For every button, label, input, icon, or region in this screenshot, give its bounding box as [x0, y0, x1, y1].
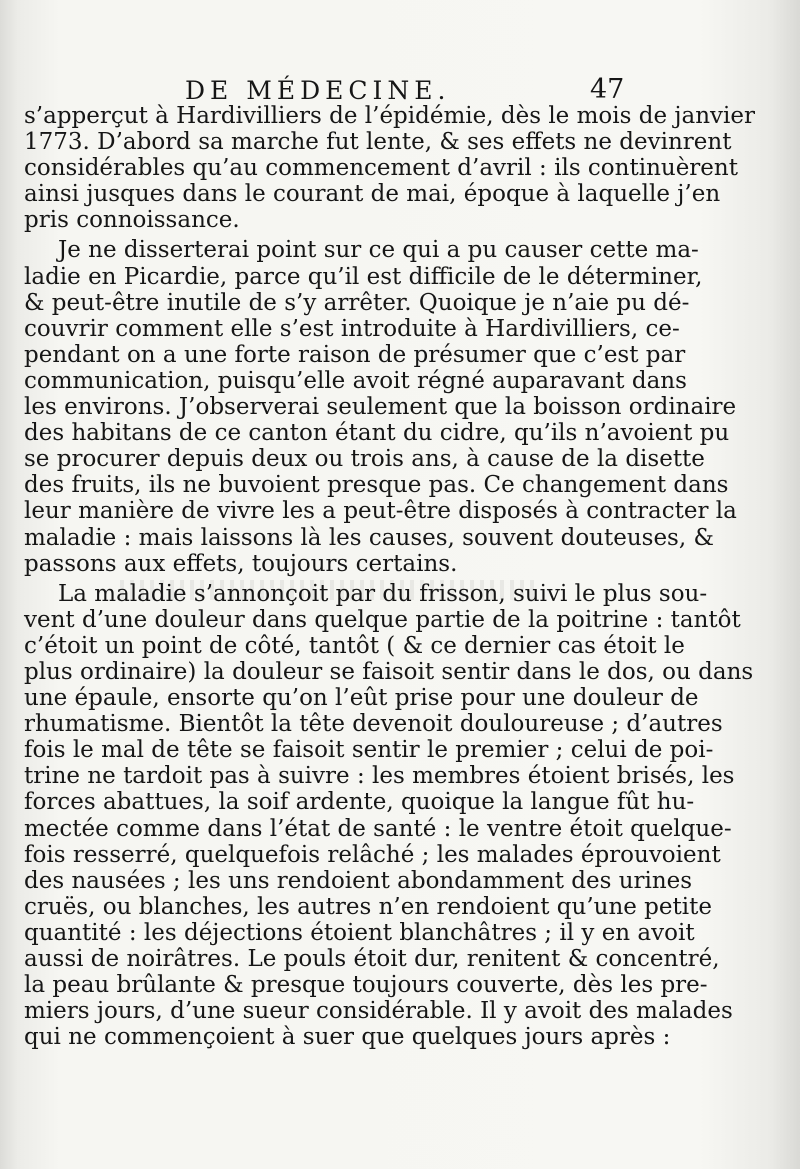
running-title: DE MÉDECINE. [185, 76, 451, 105]
text-line: miers jours, d’une sueur considérable. Il y avoit des malades [24, 998, 733, 1025]
text-line: couvrir comment elle s’est introduite à Hardivilliers, ce- [24, 315, 680, 342]
text-line: des habitans de ce canton étant du cidre, qu’ils n’avoient pu [24, 420, 730, 447]
text-line: & peut-être inutile de s’y arrêter. Quoique je n’aie pu dé- [24, 289, 690, 316]
text-line: ainsi jusques dans le courant de mai, époque à laquelle j’en [24, 181, 721, 208]
page-number: 47 [590, 74, 625, 105]
text-line: les environs. J’observerai seulement que la boisson ordinaire [24, 394, 737, 421]
text-line: La maladie s’annonçoit par du frisson, suivi le plus sou- [58, 580, 708, 607]
text-line: vent d’une douleur dans quelque partie de la poitrine : tantôt [24, 606, 741, 633]
text-line: fois resserré, quelquefois relâché ; les malades éprouvoient [24, 841, 721, 868]
text-line: communication, puisqu’elle avoit régné auparavant dans [24, 367, 687, 394]
text-line: quantité : les déjections étoient blanchâtres ; il y en avoit [24, 919, 695, 946]
text-line: forces abattues, la soif ardente, quoique la langue fût hu- [24, 789, 695, 816]
text-line: pendant on a une forte raison de présumer que c’est par [24, 341, 686, 368]
text-line: maladie : mais laissons là les causes, souvent douteuses, & [24, 524, 714, 551]
text-line: passons aux effets, toujours certains. [24, 550, 458, 577]
text-line: Je ne disserterai point sur ce qui a pu causer cette ma- [58, 237, 699, 264]
text-line: rhumatisme. Bientôt la tête devenoit douloureuse ; d’autres [24, 711, 723, 738]
text-line: pris connoissance. [24, 207, 240, 234]
paragraph [24, 237, 737, 577]
text-line: des nausées ; les uns rendoient abondamment des urines [24, 867, 693, 894]
text-line: une épaule, ensorte qu’on l’eût prise pour une douleur de [24, 685, 699, 712]
text-line: ladie en Picardie, parce qu’il est difficile de le déterminer, [24, 263, 703, 290]
text-line: mectée comme dans l’état de santé : le ventre étoit quelque- [24, 815, 732, 842]
text-line: 1773. D’abord sa marche fut lente, & ses effets ne devinrent [24, 129, 732, 156]
text-line: considérables qu’au commencement d’avril : ils continuèrent [24, 155, 738, 182]
text-line: plus ordinaire) la douleur se faisoit sentir dans le dos, ou dans [24, 658, 754, 685]
text-line: fois le mal de tête se faisoit sentir le premier ; celui de poi- [24, 737, 714, 764]
text-line: trine ne tardoit pas à suivre : les membres étoient brisés, les [24, 763, 735, 790]
text-line: leur manière de vivre les a peut-être disposés à contracter la [24, 498, 737, 525]
text-line: cruës, ou blanches, les autres n’en rendoient qu’une petite [24, 893, 712, 920]
text-line: la peau brûlante & presque toujours couverte, dès les pre- [24, 972, 708, 999]
text-line: aussi de noirâtres. Le pouls étoit dur, renitent & concentré, [24, 946, 720, 972]
text-line: qui ne commençoient à suer que quelques jours après : [24, 1024, 671, 1051]
body-text [24, 103, 755, 1051]
paragraph [24, 580, 754, 1051]
text-line: se procurer depuis deux ou trois ans, à cause de la disette [24, 446, 705, 473]
text-line: s’apperçut à Hardivilliers de l’épidémie, dès le mois de janvier [24, 103, 755, 129]
paragraph [24, 103, 755, 234]
text-line: c’étoit un point de côté, tantôt ( & ce dernier cas étoit le [24, 632, 685, 659]
text-line: des fruits, ils ne buvoient presque pas. Ce changement dans [24, 472, 729, 499]
